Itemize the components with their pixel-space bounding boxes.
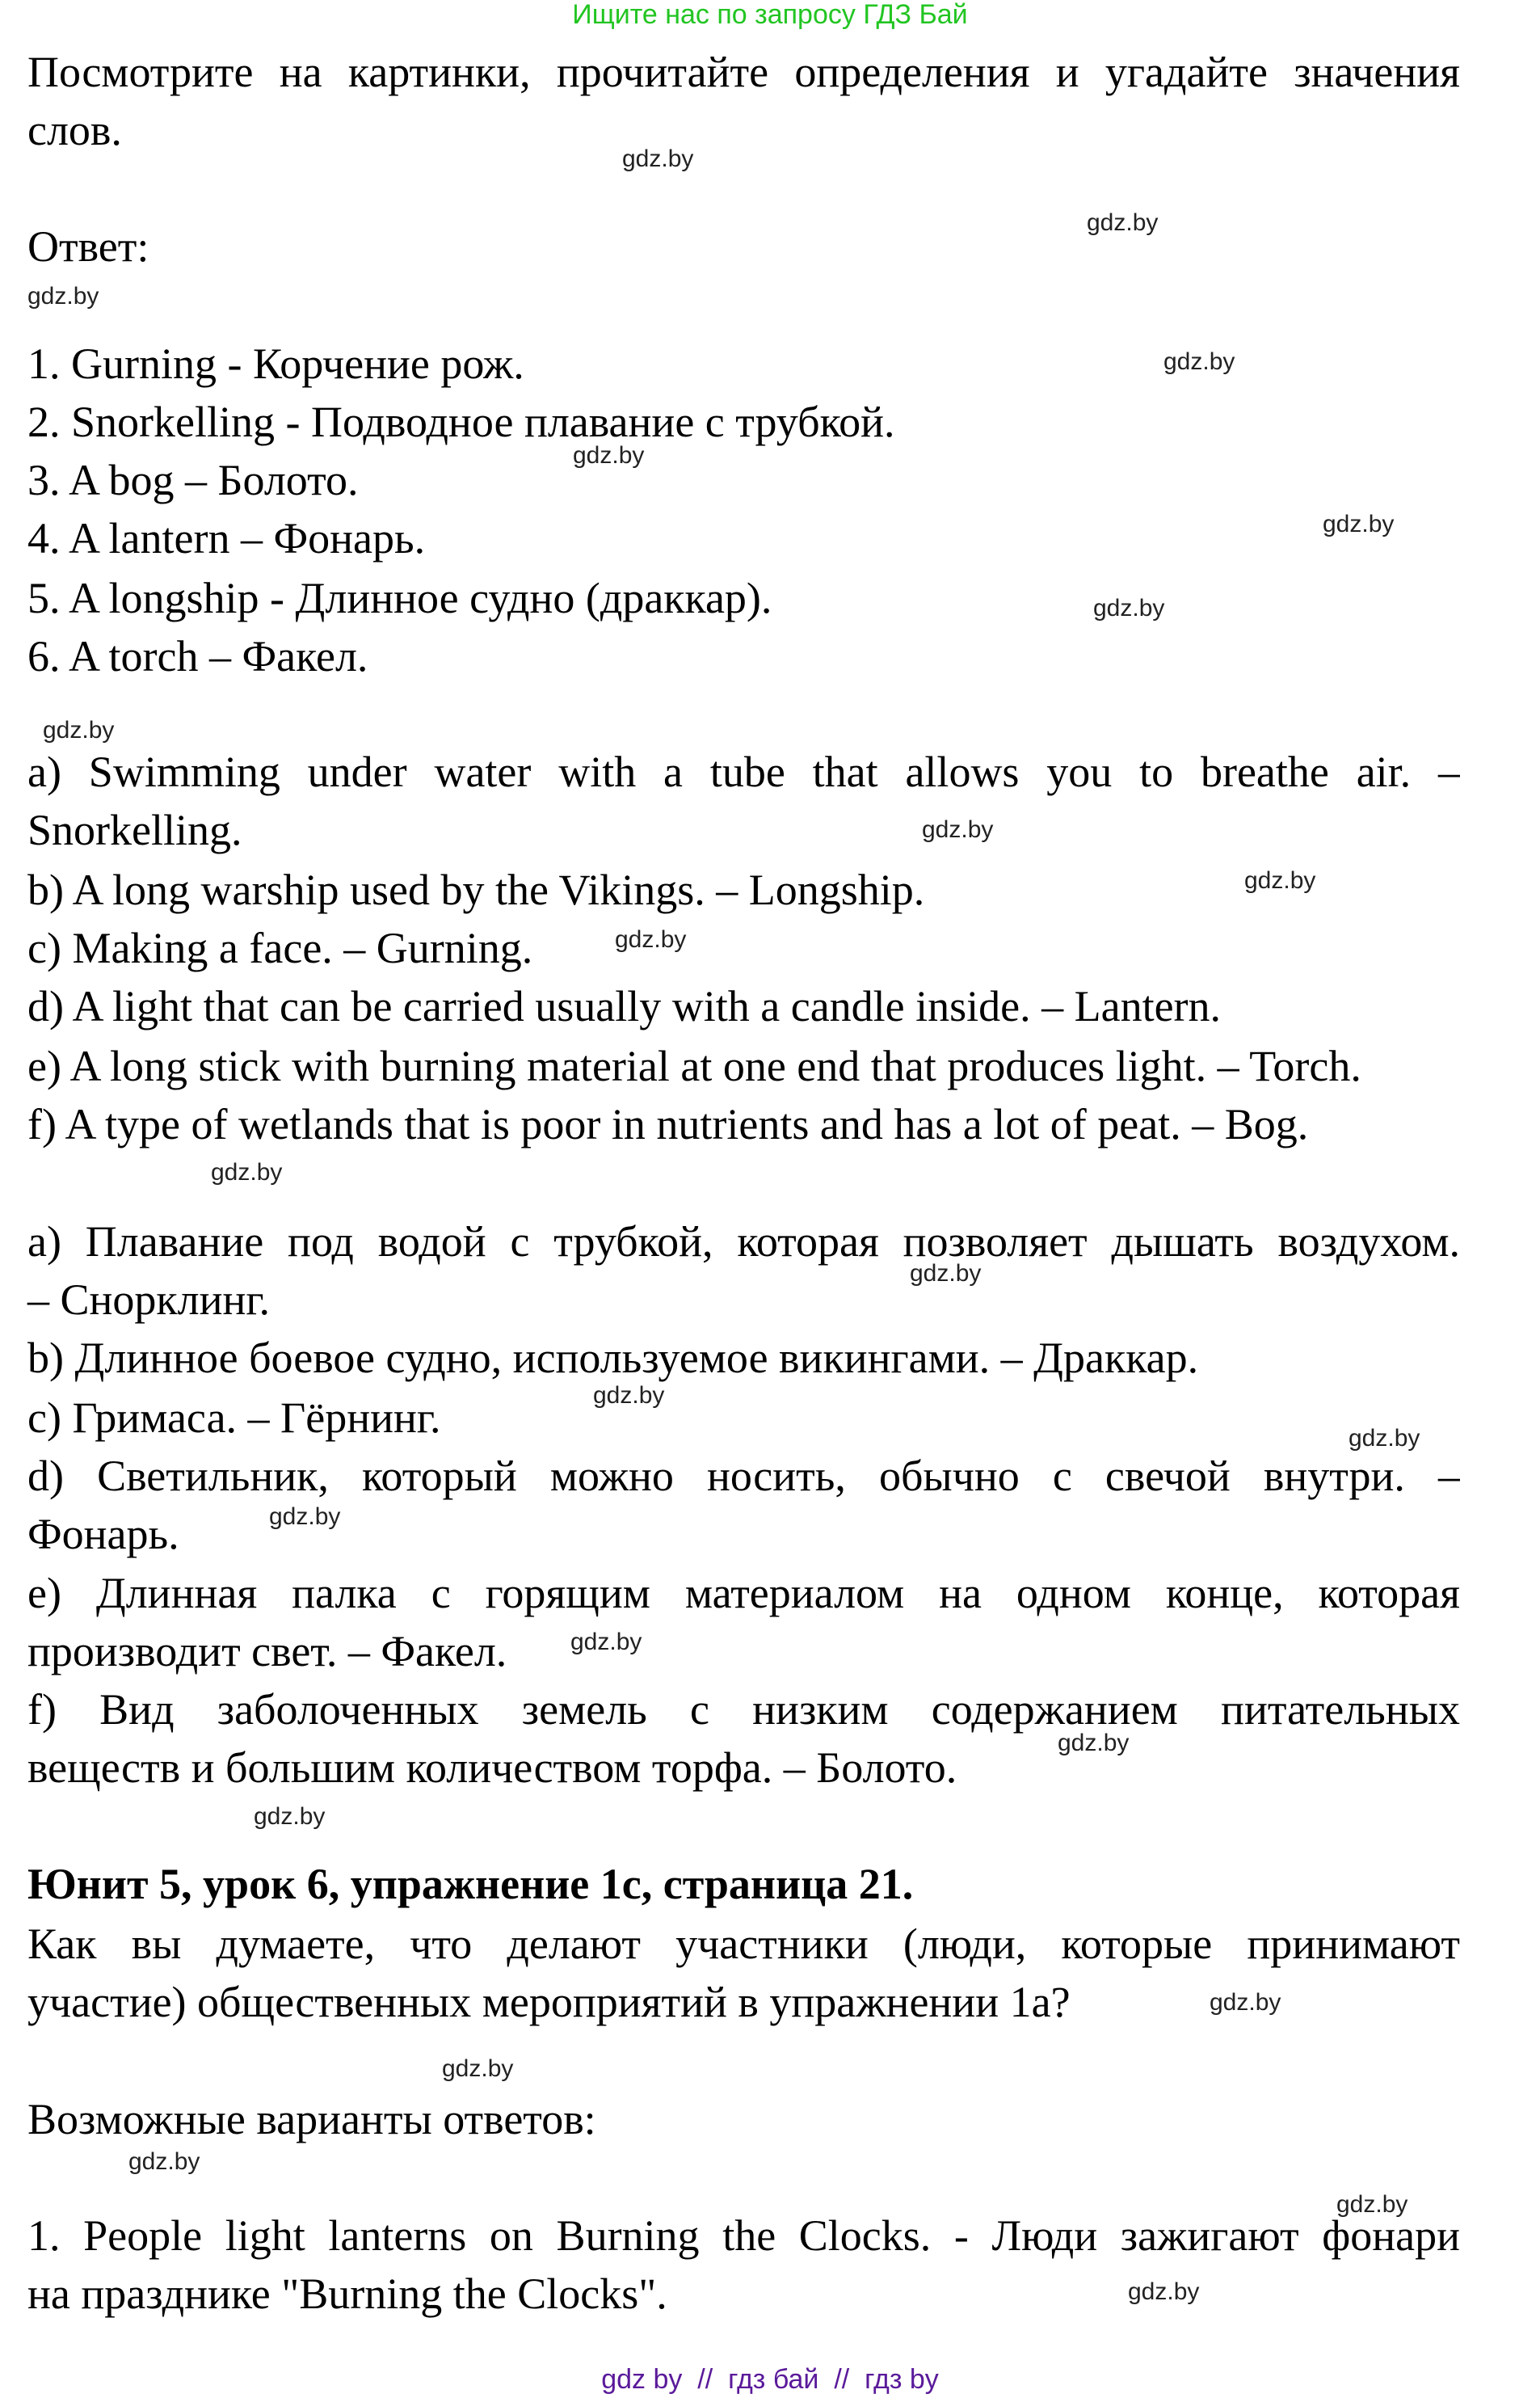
answer-item: 6. A torch – Факел. xyxy=(27,632,368,681)
watermark: gdz.by xyxy=(442,2055,514,2082)
definition-ru: a) Плавание под водой с трубкой, которая позволяет дышать воздухом. xyxy=(27,1217,1460,1266)
answer-item: 3. A bog – Болото. xyxy=(27,456,359,504)
definition-en: c) Making a face. – Gurning. xyxy=(27,924,533,972)
watermark: gdz.by xyxy=(254,1803,326,1830)
answer-item: 4. A lantern – Фонарь. xyxy=(27,514,426,563)
watermark: gdz.by xyxy=(1093,595,1165,622)
definition-en: b) A long warship used by the Vikings. – Longship. xyxy=(27,866,925,914)
possible-answer: на празднике "Burning the Clocks". xyxy=(27,2269,667,2318)
definition-en: f) A type of wetlands that is poor in nutrients and has a lot of peat. – Bog. xyxy=(27,1100,1309,1148)
definition-ru: веществ и большим количеством торфа. – Болото. xyxy=(27,1743,957,1792)
answer-heading: Ответ: xyxy=(27,222,149,271)
definition-en: e) A long stick with burning material at one end that produces light. – Torch. xyxy=(27,1042,1361,1090)
watermark: gdz.by xyxy=(573,442,645,469)
search-banner: Ищите нас по запросу ГДЗ Бай xyxy=(572,0,968,30)
watermark: gdz.by xyxy=(910,1260,982,1287)
watermark: gdz.by xyxy=(1336,2191,1408,2218)
task-instruction-cont: слов. xyxy=(27,106,122,154)
question: Как вы думаете, что делают участники (люди, которые принимают xyxy=(27,1920,1460,1968)
watermark: gdz.by xyxy=(1163,348,1235,375)
watermark: gdz.by xyxy=(1128,2278,1200,2305)
definition-en: a) Swimming under water with a tube that allows you to breathe air. – xyxy=(27,748,1460,796)
definition-en: Snorkelling. xyxy=(27,806,242,854)
footer-links: gdz by // гдз бай // гдз by xyxy=(601,2364,939,2395)
watermark: gdz.by xyxy=(1349,1425,1420,1452)
definition-ru: – Снорклинг. xyxy=(27,1275,270,1324)
definition-ru: c) Гримаса. – Гёрнинг. xyxy=(27,1393,441,1442)
definition-ru: производит свет. – Факел. xyxy=(27,1627,507,1675)
question: участие) общественных мероприятий в упражнении 1a? xyxy=(27,1978,1071,2026)
section-heading: Юнит 5, урок 6, упражнение 1c, страница 21. xyxy=(27,1860,914,1908)
watermark: gdz.by xyxy=(570,1629,642,1655)
definition-en: d) A light that can be carried usually with a candle inside. – Lantern. xyxy=(27,982,1222,1030)
answer-item: 1. Gurning - Корчение рож. xyxy=(27,339,524,388)
watermark: gdz.by xyxy=(1210,1989,1281,2016)
answer-item: 2. Snorkelling - Подводное плавание с трубкой. xyxy=(27,398,895,446)
definition-ru: b) Длинное боевое судно, используемое викингами. – Драккар. xyxy=(27,1334,1199,1382)
possible-answer: 1. People light lanterns on Burning the Clocks. - Люди зажигают фонари xyxy=(27,2211,1460,2260)
definition-ru: Фонарь. xyxy=(27,1510,179,1558)
definition-ru: f) Вид заболоченных земель с низким содержанием питательных xyxy=(27,1685,1460,1734)
task-instruction: Посмотрите на картинки, прочитайте определения и угадайте значения xyxy=(27,48,1460,96)
possible-answers-heading: Возможные варианты ответов: xyxy=(27,2095,596,2143)
watermark: gdz.by xyxy=(27,283,99,310)
watermark: gdz.by xyxy=(922,816,994,843)
watermark: gdz.by xyxy=(622,145,694,172)
watermark: gdz.by xyxy=(269,1503,341,1530)
definition-ru: d) Светильник, который можно носить, обычно с свечой внутри. – xyxy=(27,1452,1460,1500)
watermark: gdz.by xyxy=(1058,1730,1130,1756)
watermark: gdz.by xyxy=(128,2148,200,2175)
watermark: gdz.by xyxy=(43,717,115,744)
answer-item: 5. A longship - Длинное судно (драккар). xyxy=(27,574,772,622)
watermark: gdz.by xyxy=(593,1382,665,1409)
watermark: gdz.by xyxy=(1244,867,1316,894)
watermark: gdz.by xyxy=(1087,209,1159,236)
watermark: gdz.by xyxy=(1323,511,1395,537)
watermark: gdz.by xyxy=(211,1159,283,1186)
watermark: gdz.by xyxy=(615,926,687,953)
definition-ru: e) Длинная палка с горящим материалом на одном конце, которая xyxy=(27,1569,1460,1617)
